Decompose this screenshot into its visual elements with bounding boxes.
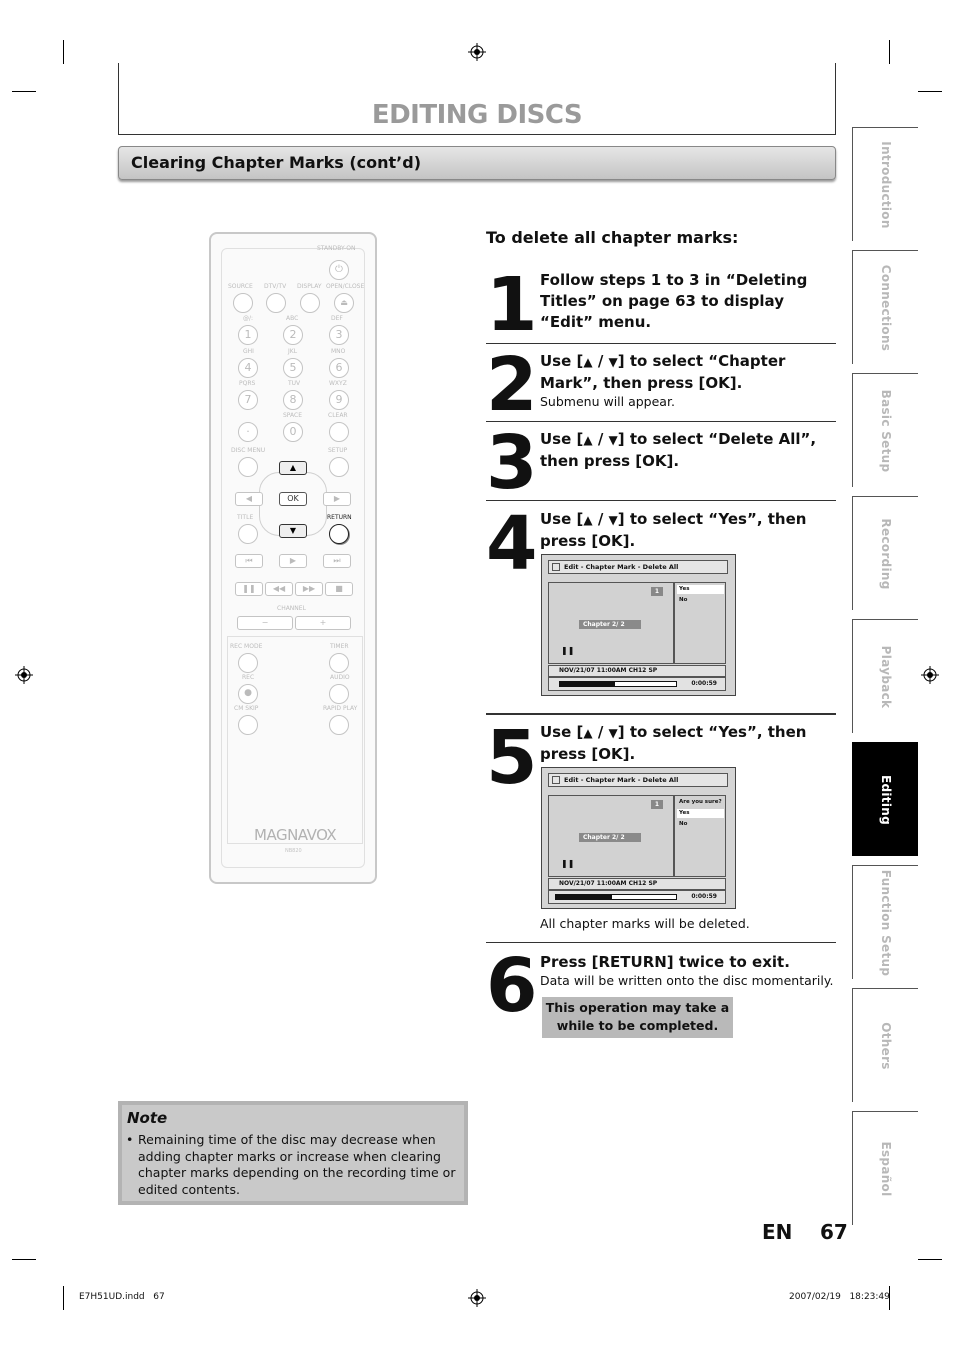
remote-label: DEF (331, 315, 343, 322)
step-note: Data will be written onto the disc momentarily. (540, 973, 834, 988)
recording-info: NOV/21/07 11:00AM CH12 SP (548, 665, 726, 677)
step-note: All chapter marks will be deleted. (540, 916, 750, 931)
digit-8-button: 8 (283, 390, 303, 410)
progress-bar (559, 681, 677, 687)
tab-label: Others (879, 1022, 893, 1070)
step-text-part: ] to select “Yes”, then press [OK]. (540, 510, 807, 550)
instructions-heading: To delete all chapter marks: (486, 228, 739, 247)
osd-preview (548, 795, 674, 877)
step-text-part: Use [ (540, 352, 584, 370)
setup-button (329, 457, 349, 477)
digit-9-button: 9 (329, 390, 349, 410)
stop-button: ■ (325, 582, 353, 596)
footer-timestamp: 2007/02/19 18:23:49 (789, 1292, 890, 1302)
source-button (233, 293, 253, 313)
rec-button: ● (238, 684, 258, 704)
crop-mark (12, 91, 36, 92)
pause-icon: ❚❚ (561, 646, 575, 655)
progress-panel (548, 890, 726, 904)
step-number: 3 (486, 420, 536, 506)
registration-mark-icon (921, 666, 939, 684)
osd-title (548, 773, 728, 787)
elapsed-time: 0:00:59 (691, 893, 717, 900)
step-number: 6 (486, 943, 536, 1029)
registration-mark-icon (15, 666, 33, 684)
down-triangle-icon: ▼ (608, 513, 618, 527)
remote-label: @/: (243, 315, 254, 322)
digit-4-button: 4 (238, 358, 258, 378)
registration-mark-icon (468, 43, 486, 61)
step-text: Press [RETURN] twice to exit. (540, 953, 790, 971)
tab-label: Recording (879, 518, 893, 590)
clear-button (329, 422, 349, 442)
audio-button (329, 684, 349, 704)
crop-mark (12, 1259, 36, 1260)
remote-label: DISPLAY (297, 283, 322, 290)
title-number-badge: 1 (651, 587, 663, 596)
digit-0-button: 0 (283, 422, 303, 442)
step-1 (486, 262, 836, 348)
step-text (540, 429, 836, 472)
remote-label: SPACE (283, 412, 303, 419)
step-number: 5 (486, 715, 536, 801)
down-triangle-icon: ▼ (608, 433, 618, 447)
step-text-part: / (592, 430, 609, 448)
up-triangle-icon: ▲ (583, 513, 593, 527)
remote-label: CLEAR (328, 412, 348, 419)
tab-label: Editing (879, 775, 893, 825)
remote-label: RETURN (327, 514, 352, 521)
progress-bar (555, 894, 677, 900)
tab-editing[interactable] (852, 742, 918, 856)
remote-label: JKL (288, 348, 298, 355)
osd-screen-confirm (541, 767, 736, 909)
disc-menu-button (238, 457, 258, 477)
step-text: Follow steps 1 to 3 in “Deleting Titles” on page 63 to display “Edit” menu. (540, 271, 808, 331)
digit-3-button: 3 (329, 325, 349, 345)
crop-mark (63, 40, 64, 64)
option-yes[interactable]: Yes (677, 809, 724, 818)
standby-button: ⏻ (329, 260, 349, 280)
brand-logo: MAGNAVOX (254, 826, 337, 844)
remote-label: GHI (243, 348, 254, 355)
tab-connections[interactable] (852, 250, 918, 364)
right-arrow-button: ▶ (323, 492, 351, 506)
osd-title-text: Edit - Chapter Mark - Delete All (564, 776, 679, 784)
rapid-play-button (329, 715, 349, 735)
step-note: Submenu will appear. (540, 394, 675, 409)
tab-label: Function Setup (879, 869, 893, 977)
channel-up-button: + (295, 616, 351, 630)
step-text-part: / (592, 510, 609, 528)
option-yes[interactable]: Yes (677, 585, 724, 594)
tab-label: Connections (879, 264, 893, 352)
play-button: ▶ (279, 554, 307, 568)
step-number: 4 (486, 501, 536, 587)
step-text-part: ] to select “Delete All”, then press [OK]. (540, 430, 817, 470)
up-triangle-icon: ▲ (583, 355, 593, 369)
open-close-button: ⏏ (334, 293, 354, 313)
step-text (540, 351, 836, 394)
note-title: Note (127, 1109, 168, 1127)
step-number: 2 (486, 342, 536, 428)
remote-label: WXYZ (329, 380, 347, 387)
chapter-indicator: Chapter 2/ 2 (579, 620, 641, 629)
osd-option-list (674, 795, 726, 877)
pause-button: ❚❚ (235, 582, 263, 596)
down-arrow-button: ▼ (279, 524, 307, 538)
osd-title-text: Edit - Chapter Mark - Delete All (564, 563, 679, 571)
caution-box: This operation may take a while to be completed. (542, 997, 733, 1038)
page-title: EDITING DISCS (371, 100, 583, 130)
note-box (118, 1101, 468, 1205)
tab-label: Introduction (879, 141, 893, 229)
step-text (540, 722, 836, 765)
step-text-part: ] to select “Chapter Mark”, then press [OK]. (540, 352, 786, 392)
left-arrow-button: ◀ (235, 492, 263, 506)
bullet: • (126, 1132, 134, 1147)
confirm-question: Are you sure? (679, 799, 722, 805)
option-no[interactable]: No (679, 821, 688, 827)
section-bar (118, 146, 836, 180)
remote-label: CM SKIP (234, 705, 259, 712)
timer-button (329, 653, 349, 673)
tab-function-setup[interactable] (852, 865, 918, 979)
osd-preview (548, 582, 674, 664)
crop-mark (889, 40, 890, 64)
note-inner (122, 1105, 464, 1201)
ok-button: OK (279, 492, 307, 506)
pause-icon: ❚❚ (561, 859, 575, 868)
return-button (329, 524, 349, 544)
progress-panel (548, 677, 726, 691)
remote-label: DTV/TV (264, 283, 287, 290)
remote-label: SOURCE (228, 283, 253, 290)
osd-title (548, 560, 728, 574)
registration-mark-icon (468, 1289, 486, 1307)
down-triangle-icon: ▼ (608, 726, 618, 740)
progress-fill (560, 682, 615, 686)
remote-label: SETUP (328, 447, 348, 454)
model-number: NB820 (285, 848, 302, 854)
tab-espanol[interactable] (852, 1111, 918, 1225)
remote-label: PQRS (239, 380, 256, 387)
down-triangle-icon: ▼ (608, 355, 618, 369)
remote-label: ABC (286, 315, 299, 322)
remote-label: CHANNEL (277, 605, 306, 612)
remote-label: REC MODE (230, 643, 263, 650)
step-text-part: Use [ (540, 723, 584, 741)
display-button (300, 293, 320, 313)
tab-label: Basic Setup (879, 389, 893, 473)
step-3 (486, 420, 836, 506)
osd-screen-delete-all (541, 554, 736, 696)
digit-1-button: 1 (238, 325, 258, 345)
tab-label: Playback (879, 645, 893, 709)
recording-info: NOV/21/07 11:00AM CH12 SP (548, 878, 726, 890)
dtv-tv-button (266, 293, 286, 313)
elapsed-time: 0:00:59 (691, 680, 717, 687)
menu-icon (552, 776, 560, 784)
step-number: 1 (486, 262, 536, 348)
title-button (238, 524, 258, 544)
osd-option-list (674, 582, 726, 664)
tab-recording[interactable] (852, 496, 918, 610)
step-text-part: Use [ (540, 510, 584, 528)
step-text-part: Use [ (540, 430, 584, 448)
tab-playback[interactable] (852, 619, 918, 733)
remote-label: OPEN/CLOSE (326, 283, 365, 290)
tab-basic-setup[interactable] (852, 373, 918, 487)
footer-filename: E7H51UD.indd 67 (79, 1292, 165, 1302)
fast-forward-button: ▶▶ (295, 582, 323, 596)
crop-mark (63, 1286, 64, 1310)
crop-mark (918, 91, 942, 92)
remote-label: AUDIO (330, 674, 350, 681)
cm-skip-button (238, 715, 258, 735)
step-text-part: / (592, 352, 609, 370)
tab-introduction[interactable] (852, 127, 918, 241)
step-text-part: / (592, 723, 609, 741)
menu-icon (552, 563, 560, 571)
digit-6-button: 6 (329, 358, 349, 378)
remote-label: TITLE (237, 514, 254, 521)
remote-control-illustration (209, 232, 377, 884)
step-text-part: ] to select “Yes”, then press [OK]. (540, 723, 807, 763)
title-number-badge: 1 (651, 800, 663, 809)
page-number: 67 (820, 1220, 848, 1244)
digit-2-button: 2 (283, 325, 303, 345)
digit-7-button: 7 (238, 390, 258, 410)
dot-button: · (238, 422, 258, 442)
digit-5-button: 5 (283, 358, 303, 378)
option-no[interactable]: No (679, 597, 688, 603)
up-arrow-button: ▲ (279, 461, 307, 475)
page-language: EN (762, 1220, 793, 1244)
tab-label: Español (879, 1141, 893, 1197)
section-title: Clearing Chapter Marks (cont’d) (131, 153, 422, 172)
remote-label: REC (242, 674, 255, 681)
remote-label: TIMER (330, 643, 349, 650)
remote-label: DISC MENU (231, 447, 266, 454)
step-2 (486, 342, 836, 428)
remote-label: TUV (288, 380, 301, 387)
remote-label: STANDBY-ON (317, 245, 356, 252)
rec-mode-button (238, 653, 258, 673)
channel-down-button: − (237, 616, 293, 630)
up-triangle-icon: ▲ (583, 433, 593, 447)
up-triangle-icon: ▲ (583, 726, 593, 740)
step-text (540, 509, 836, 552)
crop-mark (918, 1259, 942, 1260)
remote-label: RAPID PLAY (323, 705, 358, 712)
chapter-indicator: Chapter 2/ 2 (579, 833, 641, 842)
tab-others[interactable] (852, 988, 918, 1102)
note-text: Remaining time of the disc may decrease when adding chapter marks or increase when clearing chapter marks depending on the recording time or edited contents. (138, 1132, 456, 1197)
skip-back-button: ⏮ (235, 554, 263, 568)
rewind-button: ◀◀ (265, 582, 293, 596)
remote-label: MNO (331, 348, 346, 355)
progress-fill (556, 895, 612, 899)
skip-forward-button: ⏭ (323, 554, 351, 568)
